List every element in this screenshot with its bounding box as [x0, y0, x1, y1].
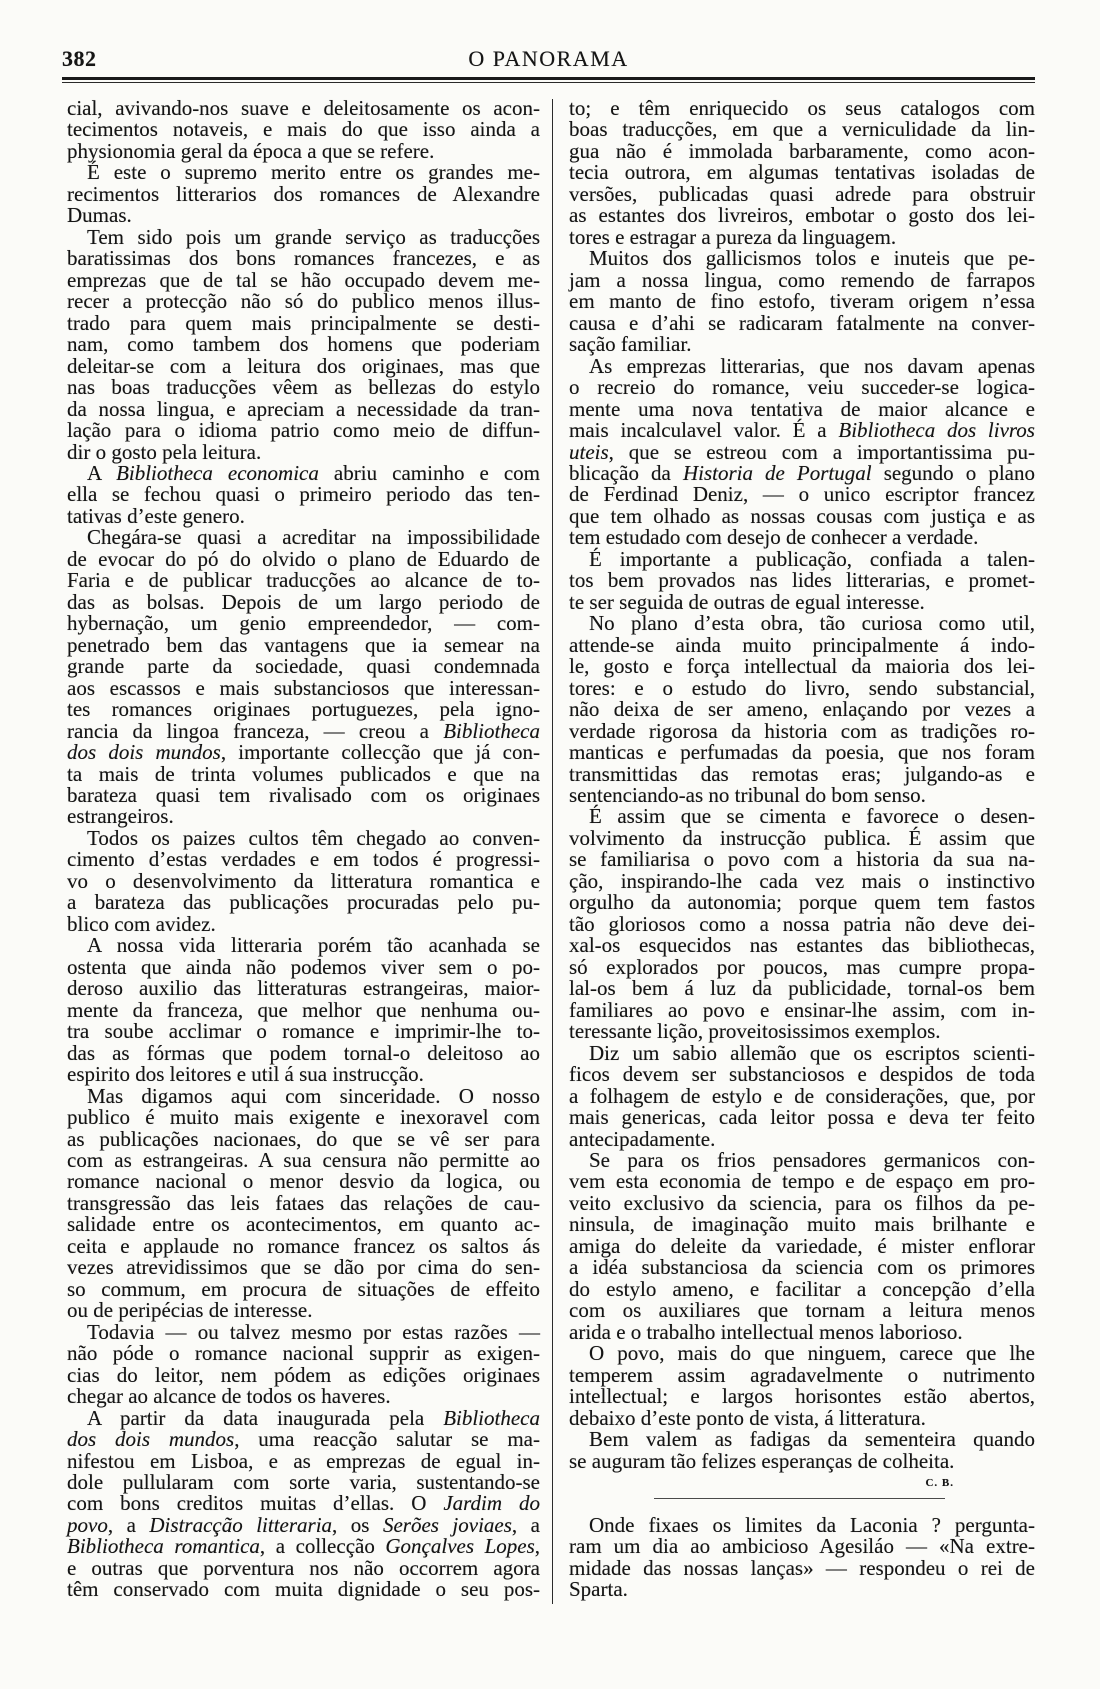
text-segment: mais incalculavel valor. É a [569, 418, 839, 443]
italic-title: povo [67, 1512, 108, 1537]
text-line: Todavia — ou talvez mesmo por estas razões — [87, 1319, 540, 1344]
text-line [67, 1493, 540, 1514]
text-line: ficos devem ser substanciosos e despidos de toda [569, 1062, 1035, 1087]
italic-title: Jardim do [443, 1491, 540, 1516]
text-line: tos bem provados nas lides litterarias, e promet- [569, 568, 1035, 593]
text-line: le, gosto e força intellectual da maioria dos lei- [569, 654, 1035, 679]
text-line: de evocar do pó do olvido o plano de Eduardo de [67, 546, 540, 571]
italic-title: Bibliotheca [443, 1405, 540, 1430]
text-line: ella se fechou quasi o primeiro periodo das ten- [67, 482, 540, 507]
text-line: dole pullularam com sorte varia, sustentando-se [67, 1470, 540, 1494]
paragraph [569, 1429, 1035, 1472]
text-line: recer a protecção não só do publico menos illus- [67, 289, 540, 314]
italic-title: dos dois mundos [67, 1427, 235, 1452]
text-segment: A partir da data inaugurada pela [87, 1405, 444, 1430]
text-line [569, 460, 1035, 485]
text-line: das as fórmas que podem tornal-o deleitoso ao [67, 1040, 540, 1065]
italic-title: Serões joviaes [382, 1512, 512, 1537]
text-line: No plano d’esta obra, tão curiosa como util, [589, 611, 1035, 636]
text-line: boas traducções, em que a verniculidade da lin- [569, 117, 1035, 142]
paragraph [569, 98, 1035, 248]
text-line: em manto de fino estofo, tiveram origem n’essa [569, 289, 1035, 314]
italic-title: Bibliotheca romantica [67, 1534, 260, 1559]
text-line: Faria e de publicar traducções ao alcance de to- [67, 568, 540, 593]
text-line: to; e têm enriquecido os seus catalogos com [569, 96, 1035, 120]
paragraph [569, 1343, 1035, 1429]
text-line: as publicações nacionaes, do que se vê ser para [67, 1126, 540, 1151]
text-line: mais genericas, cada leitor possa e deva ter feito [569, 1105, 1035, 1130]
text-line: deleitar-se com a leitura dos originaes, mas que [67, 353, 540, 378]
text-line: ou de peripécias de interesse. [67, 1298, 313, 1323]
text-line: As emprezas litterarias, que nos davam apenas [589, 353, 1035, 378]
italic-title: Bibliotheca dos livros [838, 418, 1035, 443]
text-line: com as estrangeiras. A sua censura não permitte ao [67, 1147, 540, 1172]
text-line: sentenciando-as no tribunal do bom senso. [569, 783, 926, 807]
text-line: romance nacional o menor desvio da logica, ou [67, 1169, 540, 1194]
text-line: cias do leitor, nem pódem as edições originaes [67, 1362, 540, 1387]
text-line: com os auxiliares que tornam a leitura menos [569, 1298, 1035, 1323]
text-line: ta mais de trinta volumes publicados e que na [67, 761, 540, 786]
text-segment: segundo o plano [871, 460, 1035, 485]
text-line [67, 718, 540, 743]
text-line: tecimentos notaveis, e mais do que isso ainda a [67, 117, 540, 142]
text-line: não deixa de ser ameno, enlaçando por vezes a [569, 697, 1035, 722]
text-line [67, 1536, 540, 1557]
italic-title: Bibliotheca economica [116, 460, 319, 485]
paragraph [569, 806, 1035, 1042]
paragraph [67, 224, 540, 464]
text-line: Bem valem as fadigas da sementeira quando [589, 1427, 1035, 1452]
paragraph [67, 162, 540, 226]
text-line: tecia outrora, em algumas tentativas isoladas de [569, 160, 1035, 185]
page-number: 382 [62, 46, 97, 71]
paragraph [67, 1083, 540, 1323]
text-line: a idéa substanciosa da sciencia com os primores [569, 1255, 1035, 1280]
text-line: cial, avivando-nos suave e deleitosamente os acon- [67, 96, 540, 120]
text-line: amiga do deleite da variedade, é mister enflorar [569, 1233, 1035, 1258]
text-line: Tem sido pois um grande serviço as traducções [87, 224, 540, 249]
header-double-rule [62, 77, 1035, 83]
text-line: penetrado bem das vantagens que ia semear na [67, 632, 540, 657]
text-segment: , que se estreou com a importantissima pu- [608, 439, 1035, 464]
text-line: familiares ao povo e ensinar-lhe assim, com in- [569, 997, 1035, 1022]
text-segment: com bons creditos muitas d’ellas. O [67, 1491, 444, 1516]
text-line: ceita e applaude no romance francez os saltos ás [67, 1233, 540, 1258]
running-title: O PANORAMA [468, 46, 629, 71]
text-line: dir o gosto pela leitura. [67, 439, 262, 464]
text-line: hybernação, um genio empreendedor, — com- [67, 611, 540, 636]
text-line: volvimento da instrucção publica. É assim que [569, 825, 1035, 850]
text-line: nam, como tambem dos homens que poderiam [67, 332, 540, 357]
text-line: blico com avidez. [67, 911, 216, 936]
text-line: ram um dia ao ambicioso Agesiláo — «Na extre- [569, 1534, 1035, 1559]
text-line [67, 742, 540, 763]
text-line: da nossa lingua, e apreciam a necessidade da tran- [67, 396, 540, 421]
text-line: do estylo ameno, e facilitar a concepção d’ella [569, 1276, 1035, 1301]
text-line: se auguram tão felizes esperanças de colheita. [569, 1448, 955, 1473]
section-rule-line [654, 1498, 945, 1499]
text-line: de Ferdinad Deniz, — o unico escriptor francez [569, 482, 1035, 507]
text-line: espirito dos leitores e util á sua instrucção. [67, 1062, 424, 1087]
text-line: têm conservado com muita dignidade o seu pos- [67, 1577, 540, 1602]
text-line [67, 1512, 540, 1537]
text-line: Sparta. [569, 1577, 628, 1602]
text-line: É importante a publicação, confiada a talen- [589, 546, 1035, 571]
paragraph [569, 1040, 1035, 1151]
text-line: vem esta economia de tempo e de espaço em pro- [569, 1169, 1035, 1194]
text-line: te ser seguida de outras de egual interesse. [569, 589, 925, 614]
paragraph [569, 353, 1035, 550]
text-segment: abriu caminho e com [318, 460, 541, 485]
italic-title: Historia de Portugal [682, 460, 872, 485]
text-line: debaixo d’este ponto de vista, á litteratura. [569, 1405, 926, 1430]
text-line: das as bolsas. Depois de um largo periodo de [67, 589, 540, 614]
italic-title: dos dois mundos [67, 740, 221, 765]
text-line [67, 1405, 540, 1430]
text-line: mente uma nova tentativa de maior alcance e [569, 396, 1035, 421]
paragraph [67, 527, 540, 828]
text-line: antecipadamente. [569, 1126, 716, 1151]
text-line [569, 420, 1035, 441]
text-line: que tem olhado as nossas cousas com justiça e as [569, 503, 1035, 528]
text-line [569, 439, 1035, 464]
text-line: manticas e perfumadas da poesia, que nos foram [569, 740, 1035, 765]
italic-title: Bibliotheca [443, 718, 540, 743]
text-line: É assim que se cimenta e favorece o desen- [589, 804, 1035, 829]
text-line: se familiarisa o povo com a historia da sua na- [569, 847, 1035, 872]
text-line: causa e d’ahi se radicaram fatalmente na conver- [569, 310, 1035, 335]
text-line: recimentos litterarios dos romances de Alexandre [67, 181, 540, 206]
paragraph [67, 1319, 540, 1409]
text-line: ostenta que ainda não podemos viver sem o po- [67, 954, 540, 979]
text-line: nas boas traducções vêem as bellezas do estylo [67, 375, 540, 400]
text-line: grande parte da sociedade, quasi condemnada [67, 654, 540, 679]
text-line: emprezas que de tal se hão occupado devem me- [67, 267, 540, 292]
text-segment: blicação da [569, 460, 683, 485]
section-rule [569, 1493, 1035, 1514]
text-line: só explorados por poucos, mas cumpre propa- [569, 954, 1035, 979]
text-line: Se para os frios pensadores germanicos con- [589, 1147, 1035, 1172]
text-line: Muitos dos gallicismos tolos e inuteis que pe- [589, 246, 1035, 271]
paragraph [569, 1147, 1035, 1344]
text-line: temperem assim agradavelmente o nutrimento [569, 1362, 1035, 1387]
text-line: tes romances originaes portuguezes, pela igno- [67, 697, 540, 722]
text-line: veito exclusivo da sciencia, para os filhos da pe- [569, 1190, 1035, 1215]
right-column [569, 98, 1035, 1601]
paragraph [67, 1405, 540, 1602]
text-line: A nossa vida litteraria porém tão acanhada se [87, 933, 540, 958]
text-line: versões, publicadas quasi adrede para obstruir [569, 181, 1035, 206]
left-column [67, 98, 540, 1601]
paragraph [569, 1512, 1035, 1602]
paragraph [67, 935, 540, 1085]
text-segment: , a collecção [259, 1534, 386, 1559]
text-line [67, 460, 541, 485]
text-line: salidade entre os acontecimentos, em quanto ac- [67, 1212, 540, 1237]
text-segment: , uma reacção salutar se ma- [234, 1427, 540, 1452]
text-line: as estantes dos livreiros, embotar o gosto dos lei- [569, 203, 1035, 228]
paragraph [569, 248, 1035, 355]
text-line: attende-se ainda muito principalmente á indo- [569, 632, 1035, 657]
text-line: Diz um sabio allemão que os escriptos scienti- [589, 1040, 1035, 1065]
text-line: baratissimas dos bons romances francezes, e as [67, 246, 540, 271]
text-segment: , a [511, 1512, 540, 1537]
text-line: vo o desenvolvimento da litteratura romantica e [67, 868, 540, 893]
paragraph [67, 825, 540, 936]
paragraph [569, 546, 1035, 614]
text-line: lal-os bem á luz da publicidade, tornal-os bem [569, 976, 1035, 1001]
text-line: sação familiar. [569, 332, 692, 357]
text-line: intellectual; e largos horisontes estão abertos, [569, 1384, 1035, 1409]
text-line: chegar ao alcance de todos os haveres. [67, 1384, 391, 1409]
text-line: transgressão das leis fataes das relações de cau- [67, 1190, 540, 1215]
text-line: Todos os paizes cultos têm chegado ao conven- [87, 825, 540, 850]
text-line: xal-os esquecidos nas estantes das bibliothecas, [569, 933, 1035, 958]
text-line: cimento d’estas verdades e em todos é progressi- [67, 847, 540, 872]
text-line: mente da franceza, que melhor que nenhuma ou- [67, 997, 540, 1022]
text-segment: , os [332, 1512, 383, 1537]
column-divider [552, 99, 553, 1604]
text-segment: , [534, 1534, 540, 1559]
text-line: a folhagem de estylo e de considerações, que, por [569, 1083, 1035, 1108]
text-line: arida e o trabalho intellectual menos laborioso. [569, 1319, 963, 1344]
text-line: physionomia geral da época a que se refere. [67, 138, 435, 163]
paragraph [67, 460, 541, 528]
text-line: vezes atrevidissimos que se dão por cima do sen- [67, 1255, 540, 1280]
text-line: tem estudado com desejo de conhecer a verdade. [569, 525, 979, 550]
text-line: gua não é immolada barbaramente, como acon- [569, 138, 1035, 163]
text-line: ção, inspirando-lhe cada vez mais o instinctivo [569, 868, 1035, 893]
text-line: orgulho da autonomia; porque quem tem fastos [569, 890, 1035, 915]
text-line: Dumas. [67, 203, 132, 228]
text-segment: , a [107, 1512, 150, 1537]
text-line: barateza quasi tem rivalisado com os originaes [67, 783, 540, 807]
text-line: ninsula, de imaginação muito mais brilhante e [569, 1212, 1035, 1237]
text-line: trado para quem mais principalmente se desti- [67, 310, 540, 335]
text-line: a barateza das publicações procuradas pelo pu- [67, 890, 540, 915]
text-line: não póde o romance nacional supprir as exigen- [67, 1341, 540, 1366]
text-line [67, 1429, 540, 1450]
text-line: Mas digamos aqui com sinceridade. O nosso [87, 1083, 540, 1108]
text-line: O povo, mais do que ninguem, carece que lhe [589, 1341, 1035, 1366]
text-line: tativas d’este genero. [67, 503, 245, 528]
text-line: e outras que porventura nos não occorrem agora [67, 1555, 540, 1580]
text-line: jam a nossa lingua, como remendo de farrapos [569, 267, 1035, 292]
text-line: tra soube acclimar o romance e imprimir-lhe to- [67, 1019, 540, 1044]
text-line: Chegára-se quasi a acreditar na impossibilidade [87, 525, 540, 550]
author-signature: C. B. [925, 1477, 954, 1489]
text-segment: A [87, 460, 117, 485]
text-line: deroso auxilio das litteraturas estrangeiras, maior- [67, 976, 540, 1001]
text-line: aos escassos e mais substanciosos que interessan- [67, 675, 540, 700]
paragraph [67, 98, 540, 162]
text-line: verdade rigorosa da historia com as tradições ro- [569, 718, 1035, 743]
text-line: tores e estragar a pureza da linguagem. [569, 224, 897, 249]
text-line: É este o supremo merito entre os grandes me- [87, 160, 540, 185]
text-line: nifestou em Lisboa, e as emprezas de egual in- [67, 1448, 540, 1473]
paragraph [569, 613, 1035, 806]
italic-title: uteis [569, 439, 609, 464]
text-line: Onde fixaes os limites da Laconia ? pergunta- [589, 1512, 1035, 1537]
text-line: tão gloriosos como a nossa patria não deve dei- [569, 911, 1035, 936]
text-segment: rancia da lingoa franceza, — creou a [67, 718, 444, 743]
text-segment: , importante collecção que já con- [220, 740, 540, 765]
italic-title: Gonçalves Lopes [385, 1534, 535, 1559]
text-line: so commum, em procura de situações de effeito [67, 1276, 540, 1301]
text-line: lação para o idioma patrio como meio de diffun- [67, 418, 540, 443]
text-line: publico é muito mais exigente e inexoravel com [67, 1105, 540, 1130]
text-line: teressante lição, proveitosissimos exemplos. [569, 1019, 941, 1044]
italic-title: Distracção litteraria [149, 1512, 333, 1537]
text-line: midade das nossas lanças» — respondeu o rei de [569, 1555, 1035, 1580]
text-line: estrangeiros. [67, 804, 174, 829]
text-line: tores: e o estudo do livro, sendo substancial, [569, 675, 1035, 700]
text-line: o recreio do romance, veiu succeder-se logica- [569, 375, 1035, 400]
text-line: transmittidas das remotas eras; julgando-as e [569, 761, 1035, 786]
